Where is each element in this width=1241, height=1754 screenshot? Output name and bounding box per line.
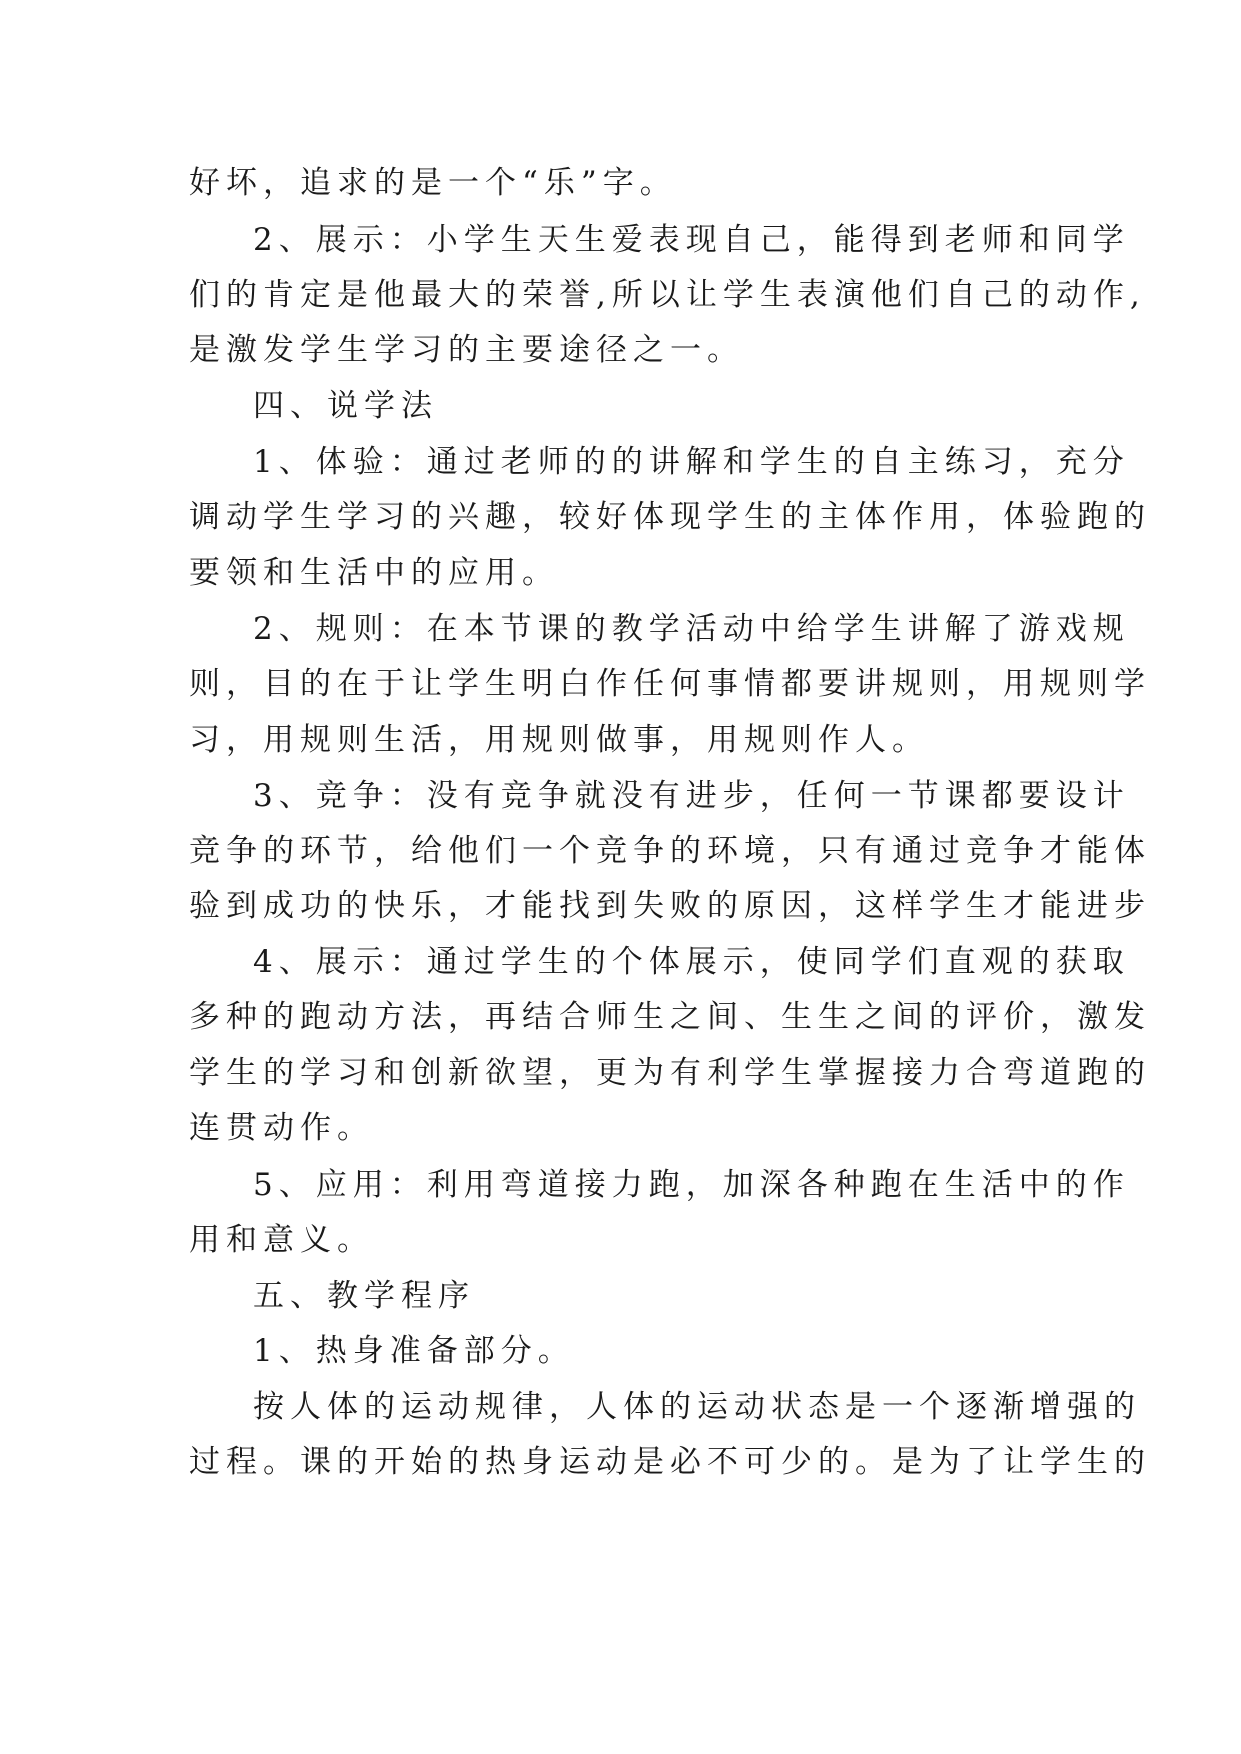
text-line: 们的肯定是他最大的荣誉,所以让学生表演他们自己的动作, xyxy=(189,277,1146,313)
text-line: 好坏，追求的是一个“乐”字。 xyxy=(189,165,677,201)
text-line: 1、体验：通过老师的的讲解和学生的自主练习，充分 xyxy=(253,444,1130,480)
text-line: 多种的跑动方法，再结合师生之间、生生之间的评价，激发 xyxy=(189,999,1151,1035)
text-line: 竞争的环节，给他们一个竞争的环境，只有通过竞争才能体 xyxy=(189,833,1151,869)
text-line: 1、热身准备部分。 xyxy=(253,1333,575,1369)
text-line: 习，用规则生活，用规则做事，用规则作人。 xyxy=(189,722,929,758)
text-line: 验到成功的快乐，才能找到失败的原因，这样学生才能进步 xyxy=(189,888,1151,924)
text-line: 连贯动作。 xyxy=(189,1110,374,1146)
text-line: 2、展示：小学生天生爱表现自己，能得到老师和同学 xyxy=(253,222,1130,258)
section-heading: 四、说学法 xyxy=(253,388,438,424)
text-line: 则，目的在于让学生明白作任何事情都要讲规则，用规则学 xyxy=(189,666,1151,702)
text-line: 是激发学生学习的主要途径之一。 xyxy=(189,332,744,368)
text-line: 4、展示：通过学生的个体展示，使同学们直观的获取 xyxy=(253,944,1130,980)
text-line: 3、竞争：没有竞争就没有进步，任何一节课都要设计 xyxy=(253,778,1130,814)
text-line: 按人体的运动规律，人体的运动状态是一个逐渐增强的 xyxy=(253,1389,1141,1425)
text-line: 调动学生学习的兴趣，较好体现学生的主体作用，体验跑的 xyxy=(189,499,1151,535)
section-heading: 五、教学程序 xyxy=(253,1278,475,1314)
text-line: 2、规则：在本节课的教学活动中给学生讲解了游戏规 xyxy=(253,611,1130,647)
text-line: 学生的学习和创新欲望，更为有利学生掌握接力合弯道跑的 xyxy=(189,1055,1151,1091)
text-line: 要领和生活中的应用。 xyxy=(189,555,559,591)
text-line: 过程。课的开始的热身运动是必不可少的。是为了让学生的 xyxy=(189,1444,1151,1480)
text-line: 5、应用：利用弯道接力跑，加深各种跑在生活中的作 xyxy=(253,1167,1130,1203)
text-line: 用和意义。 xyxy=(189,1222,374,1258)
